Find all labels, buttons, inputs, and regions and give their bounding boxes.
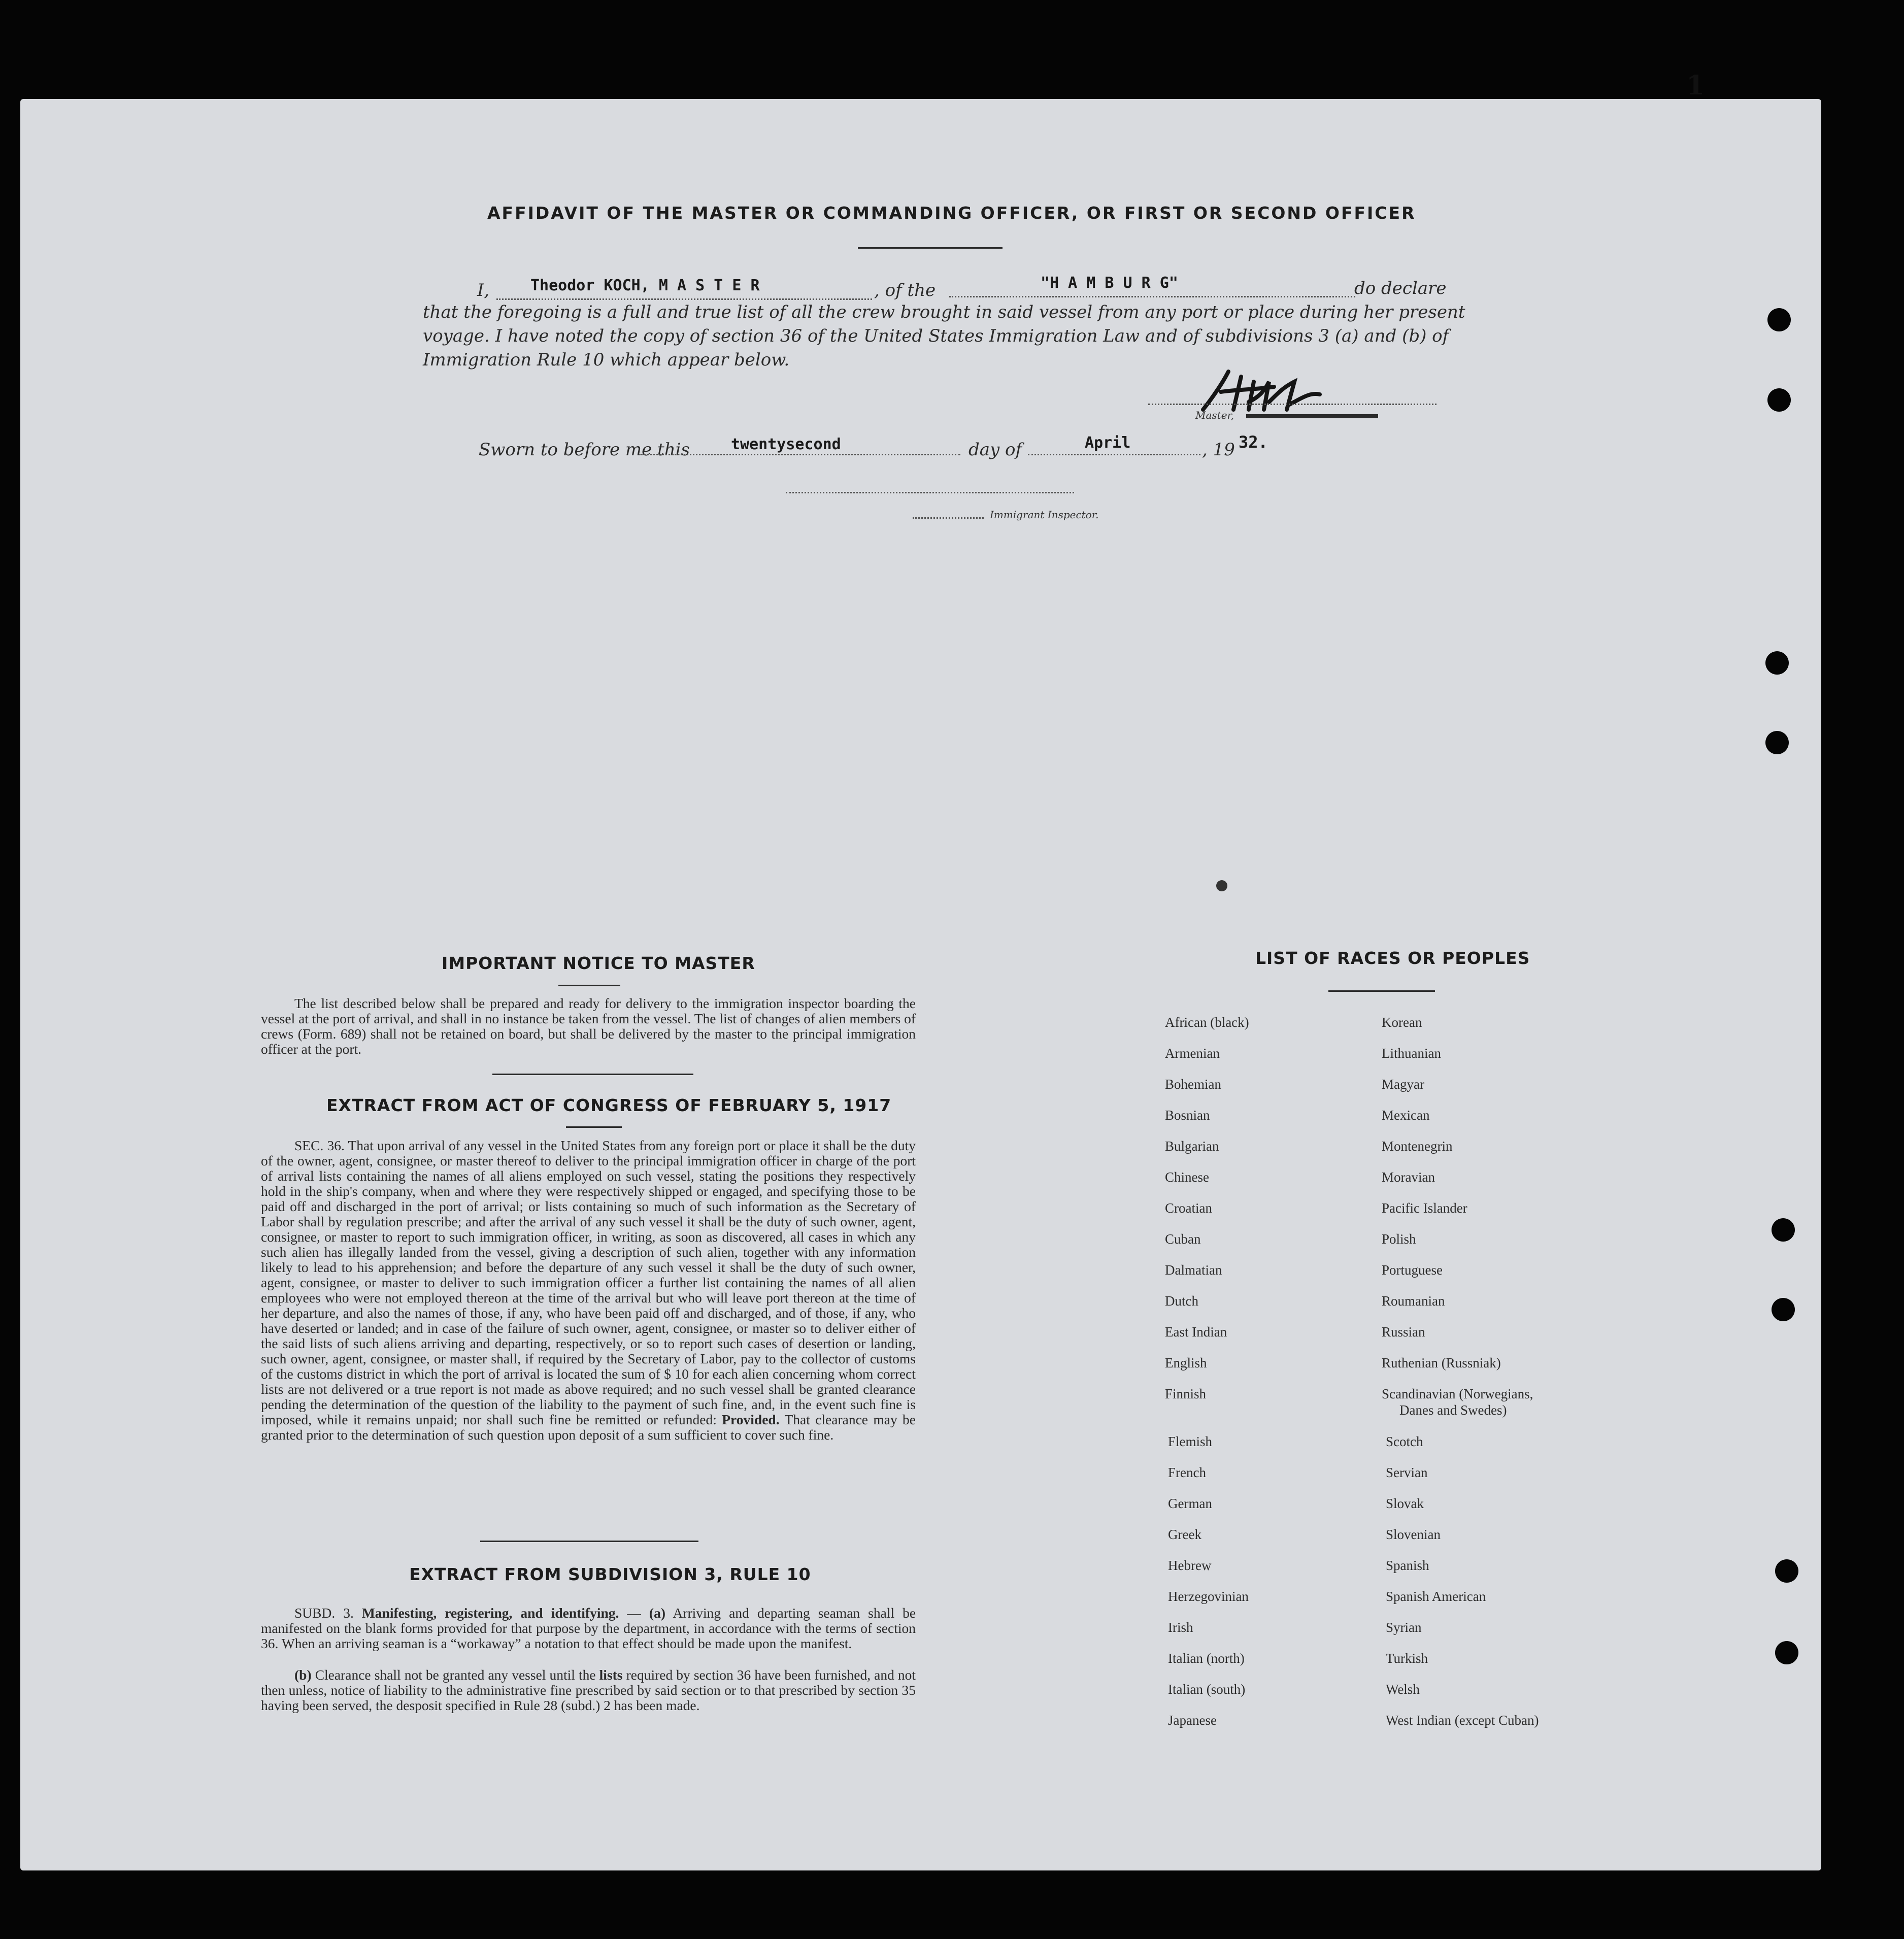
act-title-underline <box>566 1126 622 1128</box>
race-item: French <box>1168 1465 1206 1480</box>
race-item: Scandinavian (Norwegians, <box>1382 1386 1533 1401</box>
races-title-underline <box>1328 990 1435 992</box>
race-item: Bosnian <box>1165 1108 1210 1123</box>
punch-hole <box>1772 1298 1795 1321</box>
year-prefix: , 19 <box>1202 440 1235 460</box>
subd-b-lists: lists <box>599 1667 623 1683</box>
race-item: Welsh <box>1386 1682 1420 1697</box>
subd-b-text-2: required by section 36 have been furnished, and not then unless, notice of liability to the administrative fine prescribed by said section or to that prescribed by section 35 having been served, the desposit specified in Rule 28 (subd.) 2 has been made. <box>261 1667 916 1713</box>
race-item: Italian (north) <box>1168 1651 1245 1666</box>
punch-hole <box>1765 651 1789 675</box>
race-item: Roumanian <box>1382 1293 1445 1309</box>
subd-dash: — <box>627 1605 641 1621</box>
year-suffix: 32. <box>1239 432 1268 452</box>
day-blank <box>641 454 960 455</box>
punch-hole <box>1775 1641 1798 1664</box>
race-item: Chinese <box>1165 1169 1209 1185</box>
rivet-mark <box>1216 880 1227 891</box>
act-body-end: That clearance may be granted prior to the determination of such question upon deposit of a sum sufficient to cover such fine. <box>261 1412 916 1443</box>
race-item: East Indian <box>1165 1324 1227 1340</box>
sworn-day: twentysecond <box>731 436 841 453</box>
rule-title: EXTRACT FROM SUBDIVISION 3, RULE 10 <box>409 1564 811 1584</box>
act-divider <box>480 1541 698 1542</box>
race-item: Mexican <box>1382 1108 1430 1123</box>
name-blank <box>496 298 872 300</box>
race-item: English <box>1165 1355 1207 1370</box>
race-item: Moravian <box>1382 1169 1435 1185</box>
race-item: Scotch <box>1386 1434 1423 1449</box>
race-item: Croatian <box>1165 1200 1212 1216</box>
race-item: Cuban <box>1165 1231 1201 1247</box>
document-page <box>20 99 1821 1870</box>
race-item: Armenian <box>1165 1046 1220 1061</box>
race-item: Finnish <box>1165 1386 1207 1401</box>
race-item: Servian <box>1386 1465 1428 1480</box>
race-item: Dutch <box>1165 1293 1198 1309</box>
punch-hole <box>1772 1218 1795 1242</box>
race-item: Herzegovinian <box>1168 1589 1249 1604</box>
race-item: Turkish <box>1386 1651 1428 1666</box>
race-item: Japanese <box>1168 1713 1217 1728</box>
race-item: Bulgarian <box>1165 1139 1219 1154</box>
affidavit-line-3: voyage. I have noted the copy of section 36 of the United States Immigration Law and of subdivisions 3 (a) and (b) of <box>423 326 1449 346</box>
vessel-blank <box>949 296 1355 297</box>
race-item: West Indian (except Cuban) <box>1386 1713 1539 1728</box>
races-title: LIST OF RACES OR PEOPLES <box>1255 948 1530 968</box>
race-item: Dalmatian <box>1165 1262 1222 1278</box>
sworn-prefix: Sworn to before me this <box>479 440 690 460</box>
race-item: Spanish <box>1386 1558 1429 1573</box>
affidavit-prefix: I, <box>477 280 490 300</box>
race-item: Slovak <box>1386 1496 1424 1511</box>
race-item: Portuguese <box>1382 1262 1443 1278</box>
punch-hole <box>1765 731 1789 754</box>
title-underline <box>858 247 1003 249</box>
subd-a-text: Arriving and departing seaman shall be manifested on the blank forms provided for that purpose by the department, in accordance with the terms of section 36. When an arriving seaman is a “workaway” a notation to that effect should be made upon the manifest. <box>261 1605 916 1651</box>
race-item: Russian <box>1382 1324 1425 1340</box>
race-item: Flemish <box>1168 1434 1213 1449</box>
race-item: Lithuanian <box>1382 1046 1441 1061</box>
punch-hole <box>1775 1559 1798 1583</box>
race-item: Hebrew <box>1168 1558 1212 1573</box>
race-item: Irish <box>1168 1620 1193 1635</box>
affidavit-line-2: that the foregoing is a full and true list of all the crew brought in said vessel from any port or place during her present <box>423 302 1465 322</box>
affidavit-line-4: Immigration Rule 10 which appear below. <box>423 350 790 370</box>
race-item: African (black) <box>1165 1015 1249 1030</box>
signature-line <box>1148 404 1437 405</box>
vessel-name: "H A M B U R G" <box>1041 274 1178 292</box>
affidavit-title: AFFIDAVIT OF THE MASTER OR COMMANDING OFFICER, OR FIRST OR SECOND OFFICER <box>487 203 1416 223</box>
race-item: Slovenian <box>1386 1527 1441 1542</box>
race-item: Syrian <box>1386 1620 1422 1635</box>
inspector-caption: Immigrant Inspector. <box>990 509 1099 521</box>
race-item: Montenegrin <box>1382 1139 1453 1154</box>
subd-prefix: SUBD. 3. <box>294 1605 354 1621</box>
subd-b-label: (b) <box>294 1667 312 1683</box>
race-item: Greek <box>1168 1527 1201 1542</box>
notice-divider <box>492 1074 693 1075</box>
race-item: Korean <box>1382 1015 1422 1030</box>
month-blank <box>1028 454 1200 455</box>
page-number: 1 <box>1686 70 1705 101</box>
do-declare-label: do declare <box>1354 278 1447 298</box>
day-of-label: day of <box>968 440 1022 460</box>
struck-out-text <box>1246 414 1378 418</box>
race-item: Magyar <box>1382 1077 1424 1092</box>
of-the-label: , of the <box>874 280 936 300</box>
rule-text-b <box>261 1667 916 1713</box>
act-title: EXTRACT FROM ACT OF CONGRESS OF FEBRUARY 5, 1917 <box>326 1095 892 1115</box>
act-text <box>261 1138 916 1443</box>
notice-title-underline <box>558 985 620 986</box>
subd-heading: Manifesting, registering, and identifying. <box>361 1605 619 1621</box>
inspector-line-2 <box>913 517 984 519</box>
master-name: Theodor KOCH, M A S T E R <box>530 277 760 294</box>
race-item: Polish <box>1382 1231 1416 1247</box>
inspector-line-1 <box>786 492 1074 493</box>
act-body: SEC. 36. That upon arrival of any vessel in the United States from any foreign port or place it shall be the duty of the owner, agent, consignee, or master thereof to deliver to the principal immigration officer in charge of the port of arrival lists containing the names of all aliens employed on such vessel, stating the positions they respectively hold in the ship's company, when and where they were respectively shipped or engaged, and specifying those to be paid off and discharged in the port of arrival; or lists containing so much of such information as the Secretary of Labor shall by regulation prescribe; and after the arrival of any such vessel it shall be the duty of such owner, agent, consignee, or master to report to such immigration officer, in writing, as soon as discovered, all cases in which any such alien has illegally landed from the vessel, giving a description of such alien, together with any information likely to lead to his apprehension; and before the departure of any such vessel it shall be the duty of such owner, agent, consignee, or master to deliver to such immigration officer a further list containing the names of all alien employees who were not employed thereon at the time of the arrival but who will leave port thereon at the time of her departure, and also the names of those, if any, who have been paid off and discharged, and of those, if any, who have deserted or landed; and in case of the failure of such owner, agent, consignee, or master so to deliver either of the said lists of such aliens arriving and departing, respectively, or so to report such cases of desertion or landing, such owner, agent, consignee, or master shall, if required by the Secretary of Labor, pay to the collector of customs of the customs district in which the port of arrival is located the sum of $ 10 for each alien concerning whom correct lists are not delivered or a true report is not made as above required; and no such vessel shall be granted clearance pending the determination of the question of the liability to the payment of such fine, and, in the event such fine is imposed, while it remains unpaid; nor shall such fine be remitted or refunded: <box>261 1138 916 1427</box>
subd-a-label: (a) <box>649 1605 665 1621</box>
provided-label: Provided. <box>722 1412 780 1427</box>
notice-text: The list described below shall be prepared and ready for delivery to the immigration inspector boarding the vessel at the port of arrival, and shall in no instance be taken from the vessel. The list of changes of alien members of crews (Form. 689) shall not be retained on board, but shall be delivered by the master to the principal immigration officer at the port. <box>261 995 916 1057</box>
subd-b-text-1: Clearance shall not be granted any vessel until the <box>315 1667 596 1683</box>
race-item: Italian (south) <box>1168 1682 1246 1697</box>
punch-hole <box>1767 388 1791 412</box>
rule-text-a <box>261 1606 916 1651</box>
race-item: German <box>1168 1496 1212 1511</box>
race-item: Spanish American <box>1386 1589 1486 1604</box>
punch-hole <box>1767 308 1791 331</box>
race-item: Ruthenian (Russniak) <box>1382 1355 1501 1370</box>
race-item: Pacific Islander <box>1382 1200 1467 1216</box>
race-item: Bohemian <box>1165 1077 1221 1092</box>
race-item: Danes and Swedes) <box>1399 1402 1507 1418</box>
signature-caption: Master, <box>1195 409 1234 421</box>
notice-title: IMPORTANT NOTICE TO MASTER <box>442 953 755 973</box>
sworn-month: April <box>1085 434 1131 452</box>
